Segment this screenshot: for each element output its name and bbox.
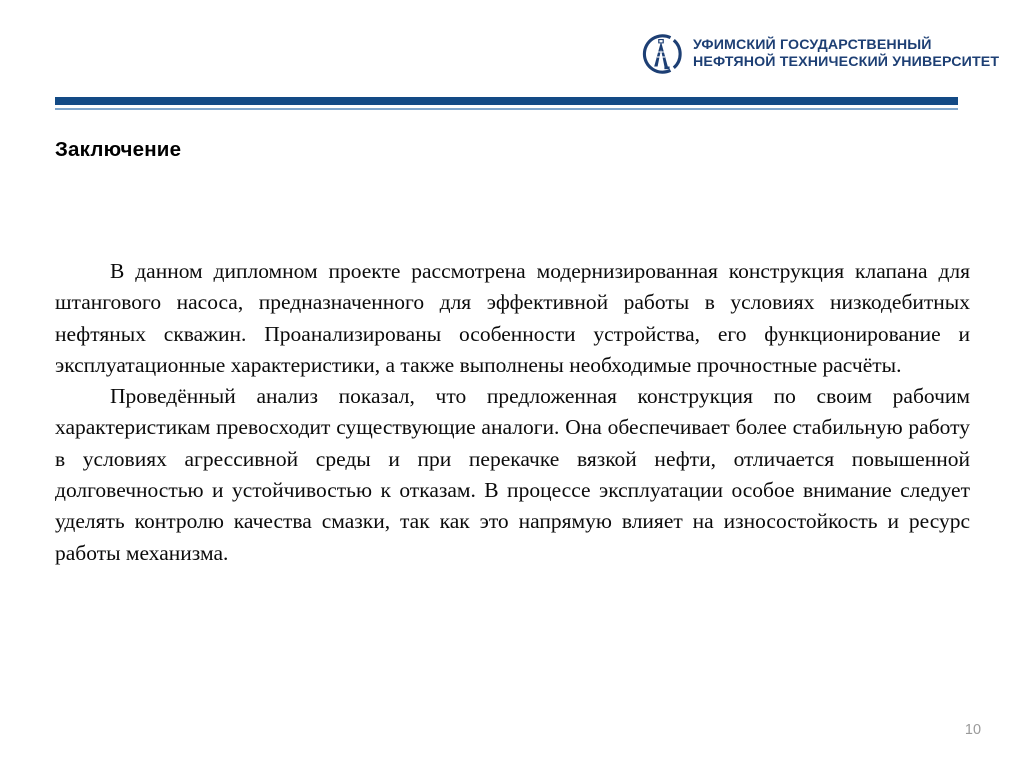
university-logo-line2: НЕФТЯНОЙ ТЕХНИЧЕСКИЙ УНИВЕРСИТЕТ [693,54,1000,70]
page-number: 10 [964,722,982,738]
slide-title: Заключение [55,138,182,161]
header-divider-thin [55,108,958,110]
body-paragraph-1: В данном дипломном проекте рассмотрена модернизированная конструкция клапана для штангового насоса, предназначенного для эффективной работы в условиях низкодебитных нефтяных скважин. Проанализированы особенности устройства, его функционирование и эксплуатационные характеристики, а также выполнены необходимые прочностные расчёты. [55,259,970,377]
university-logo-line1: УФИМСКИЙ ГОСУДАРСТВЕННЫЙ [693,36,932,53]
slide-body [55,256,970,569]
university-logo [640,33,999,75]
body-paragraph-2: Проведённый анализ показал, что предложенная конструкция по своим рабочим характеристикам превосходит существующие аналоги. Она обеспечивает более стабильную работу в условиях агрессивной среды и при перекачке вязкой нефти, отличается повышенной долговечностью и устойчивостью к отказам. В процессе эксплуатации особое внимание следует уделять контролю качества смазки, так как это напрямую влияет на износостойкость и ресурс работы механизма. [55,384,970,565]
university-logo-text [693,37,999,72]
university-oil-derrick-emblem-icon [640,33,682,75]
header-divider-thick [55,97,958,105]
